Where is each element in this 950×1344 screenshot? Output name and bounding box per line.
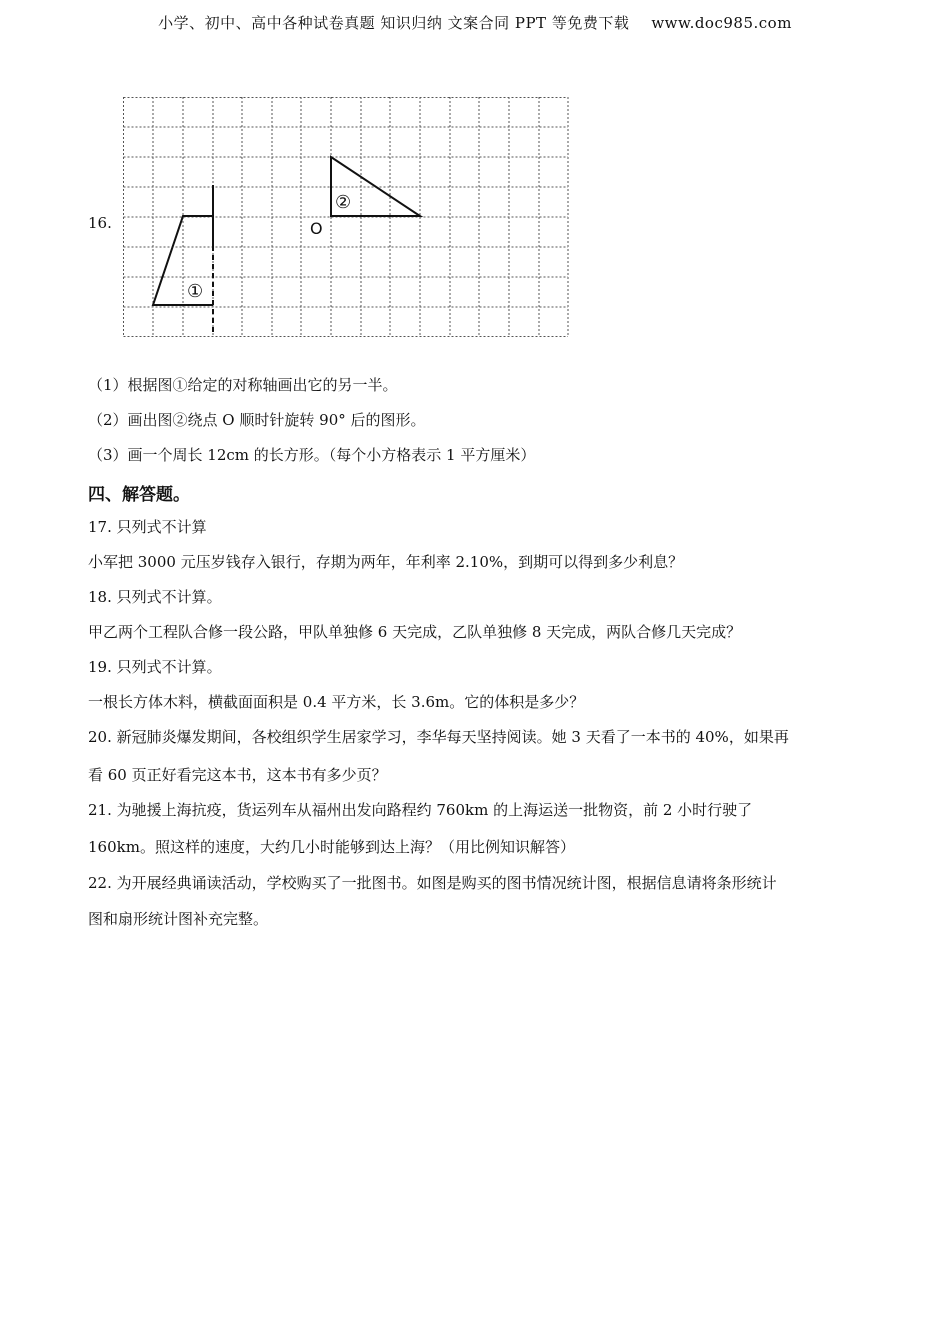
q19-text: 一根长方体木料，横截面面积是 0.4 平方米，长 3.6m。它的体积是多少？	[88, 693, 585, 711]
q20-line-2: 看 60 页正好看完这本书，这本书有多少页？	[88, 766, 387, 784]
label-1: ①	[187, 281, 204, 302]
header-text: 小学、初中、高中各种试卷真题 知识归纳 文案合同 PPT 等免费下载	[158, 14, 630, 32]
q21-line-1: 21. 为驰援上海抗疫，货运列车从福州出发向路程约 760km 的上海运送一批物资，前 2 小时行驶了	[88, 801, 753, 819]
q21-line-2: 160km。照这样的速度，大约几小时能够到达上海？（用比例知识解答）	[88, 838, 575, 856]
q22-line-1: 22. 为开展经典诵读活动，学校购买了一批图书。如图是购买的图书情况统计图，根据信息请将条形统计	[88, 874, 777, 892]
label-2: ②	[335, 192, 352, 213]
grid-figure	[123, 97, 569, 337]
q20-line-1: 20. 新冠肺炎爆发期间，各校组织学生居家学习，李华每天坚持阅读。她 3 天看了一本书的 40%，如果再	[88, 728, 789, 746]
section-title: 四、解答题。	[88, 485, 190, 505]
question-16-number: 16.	[88, 214, 112, 232]
q17-text: 小军把 3000 元压岁钱存入银行，存期为两年，年利率 2.10%，到期可以得到多少利息？	[88, 553, 684, 571]
header-site: www.doc985.com	[651, 14, 792, 32]
q18-title: 18. 只列式不计算。	[88, 588, 222, 606]
q22-line-2: 图和扇形统计图补充完整。	[88, 910, 269, 928]
grid-svg	[123, 97, 569, 337]
q16-part-2: （2）画出图②绕点 O 顺时针旋转 90° 后的图形。	[88, 411, 426, 429]
q17-title: 17. 只列式不计算	[88, 518, 207, 536]
q16-part-3: （3）画一个周长 12cm 的长方形。（每个小方格表示 1 平方厘米）	[88, 446, 536, 464]
q19-title: 19. 只列式不计算。	[88, 658, 222, 676]
q16-part-1: （1）根据图①给定的对称轴画出它的另一半。	[88, 376, 398, 394]
page-header	[0, 12, 950, 33]
q18-text: 甲乙两个工程队合修一段公路，甲队单独修 6 天完成，乙队单独修 8 天完成，两队合修几天完成？	[88, 623, 742, 641]
point-o-label: O	[310, 219, 323, 238]
